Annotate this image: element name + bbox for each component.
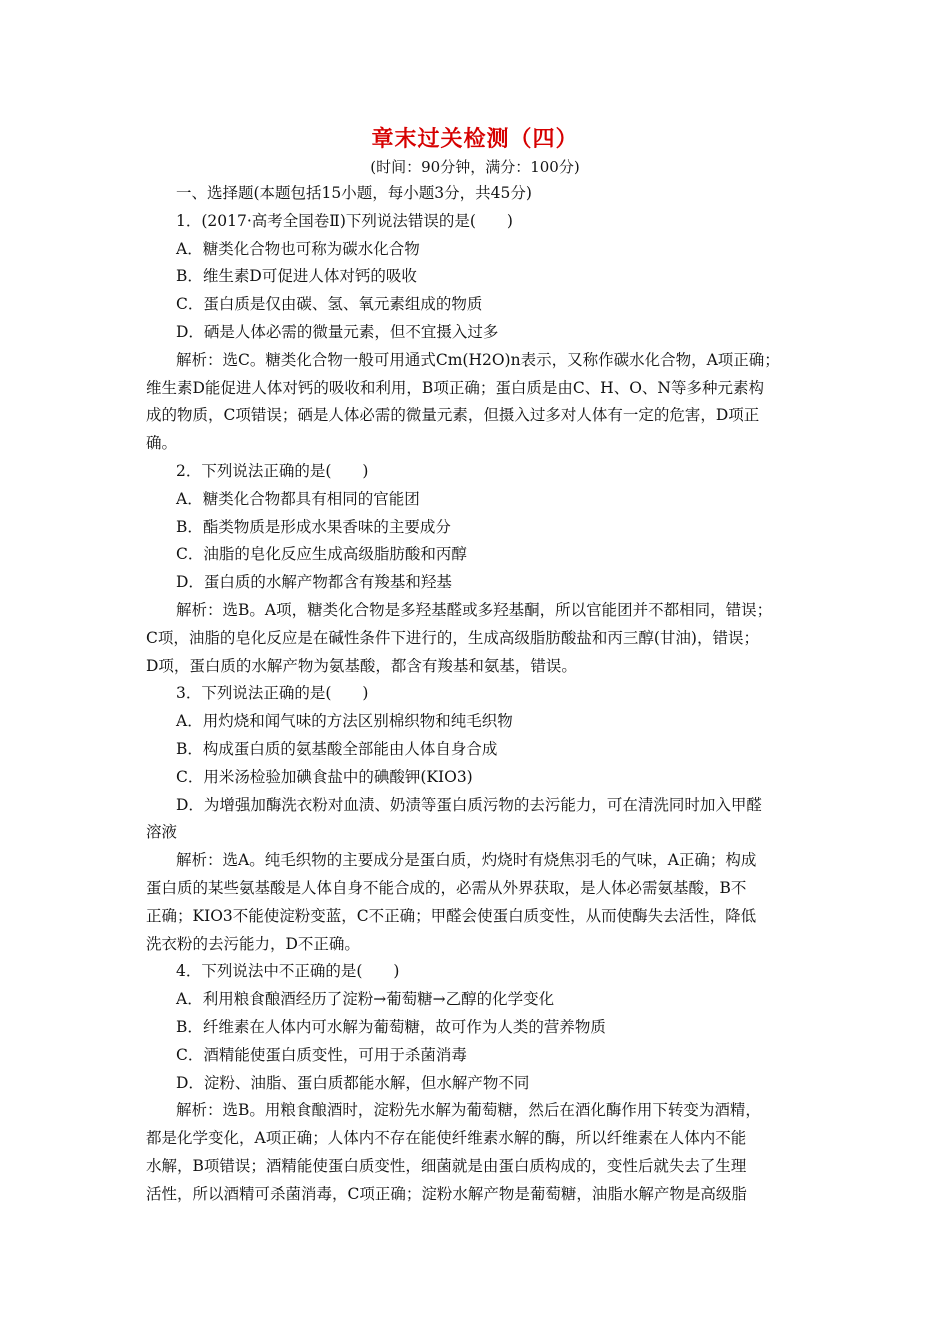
page-title: 章末过关检测（四） [371,126,579,152]
text-line: 解析：选A。纯毛织物的主要成分是蛋白质，灼烧时有烧焦羽毛的气味，A正确；构成 [176,851,757,870]
text-line: A．用灼烧和闻气味的方法区别棉织物和纯毛织物 [176,712,513,731]
text-line: B．构成蛋白质的氨基酸全部能由人体自身合成 [176,739,498,758]
text-line: 都是化学变化，A项正确；人体内不存在能使纤维素水解的酶，所以纤维素在人体内不能 [146,1129,747,1148]
text-line: D．淀粉、油脂、蛋白质都能水解，但水解产物不同 [176,1073,530,1092]
page-subtitle: (时间：90分钟，满分：100分) [370,158,580,176]
text-line: 解析：选B。A项，糖类化合物是多羟基醛或多羟基酮，所以官能团并不都相同，错误； [176,600,773,619]
text-line: 洗衣粉的去污能力，D不正确。 [146,934,360,953]
text-line: A．糖类化合物都具有相同的官能团 [176,489,420,508]
text-line: 一、选择题(本题包括15小题，每小题3分，共45分) [176,184,532,202]
document-body [146,180,808,1208]
text-line: 水解，B项错误；酒精能使蛋白质变性，细菌就是由蛋白质构成的，变性后就失去了生理 [146,1156,747,1175]
text-line: 成的物质，C项错误；硒是人体必需的微量元素，但摄入过多对人体有一定的危害，D项正 [146,406,760,425]
text-line: A．利用粮食酿酒经历了淀粉→葡萄糖→乙醇的化学变化 [176,990,555,1009]
text-line: D．硒是人体必需的微量元素，但不宜摄入过多 [176,322,499,341]
text-line: C．用米汤检验加碘食盐中的碘酸钾(KIO3) [176,767,473,786]
text-line: C．油脂的皂化反应生成高级脂肪酸和丙醇 [176,545,467,564]
text-line: C项，油脂的皂化反应是在碱性条件下进行的，生成高级脂肪酸盐和丙三醇(甘油)，错误； [146,628,759,647]
text-line: 3．下列说法正确的是( ) [176,684,369,703]
text-line: 蛋白质的某些氨基酸是人体自身不能合成的，必需从外界获取，是人体必需氨基酸，B不 [146,878,747,897]
text-line: 解析：选B。用粮食酿酒时，淀粉先水解为葡萄糖，然后在酒化酶作用下转变为酒精， [176,1101,761,1120]
text-line: 确。 [146,434,178,453]
text-line: D项，蛋白质的水解产物为氨基酸，都含有羧基和氨基，错误。 [146,656,577,675]
text-line: 4．下列说法中不正确的是( ) [176,962,400,981]
text-line: 2．下列说法正确的是( ) [176,461,369,480]
text-line: B．维生素D可促进人体对钙的吸收 [176,267,417,286]
text-line: D．蛋白质的水解产物都含有羧基和羟基 [176,573,452,592]
text-line: D．为增强加酶洗衣粉对血渍、奶渍等蛋白质污物的去污能力，可在清洗同时加入甲醛 [176,795,762,814]
text-line: C．酒精能使蛋白质变性，可用于杀菌消毒 [176,1045,467,1064]
text-line: 正确；KIO3不能使淀粉变蓝，C不正确；甲醛会使蛋白质变性，从而使酶失去活性，降低 [146,906,757,925]
text-line: 1．(2017·高考全国卷Ⅱ)下列说法错误的是( ) [176,211,513,230]
text-line: B．纤维素在人体内可水解为葡萄糖，故可作为人类的营养物质 [176,1017,606,1036]
text-line: A．糖类化合物也可称为碳水化合物 [176,239,420,258]
text-line: B．酯类物质是形成水果香味的主要成分 [176,517,451,536]
text-line: C．蛋白质是仅由碳、氢、氧元素组成的物质 [176,295,483,314]
text-line: 解析：选C。糖类化合物一般可用通式Cm(H2O)n表示，又称作碳水化合物，A项正确； [176,350,780,369]
text-line: 活性，所以酒精可杀菌消毒，C项正确；淀粉水解产物是葡萄糖，油脂水解产物是高级脂 [146,1184,747,1203]
text-line: 维生素D能促进人体对钙的吸收和利用，B项正确；蛋白质是由C、H、O、N等多种元素构 [146,378,764,397]
text-line: 溶液 [146,823,178,842]
